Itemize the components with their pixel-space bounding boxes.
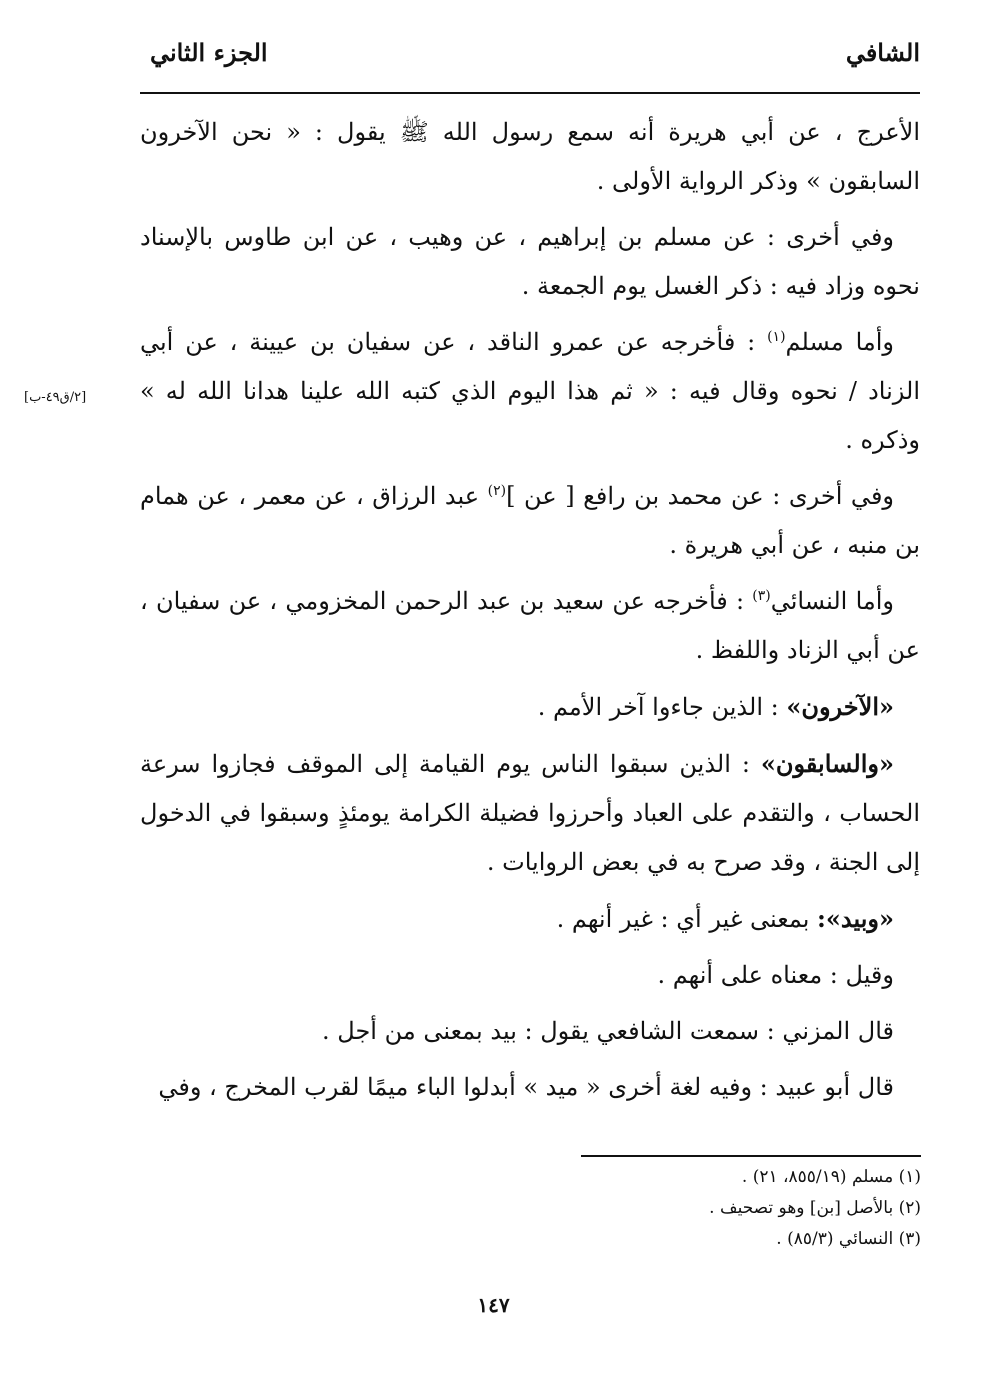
paragraph-3-start: وأما مسلم (785, 328, 894, 356)
main-text (140, 108, 920, 1119)
paragraph-1: الأعرج ، عن أبي هريرة أنه سمع رسول الله ﷺ يقول : « نحن الآخرون السابقون » وذكر الرواية الأولى . (140, 118, 920, 195)
part-title: الجزء الثاني (150, 38, 268, 67)
paragraph-4-start: وفي أخرى : عن محمد بن رافع [ عن ] (506, 482, 895, 510)
term-bayd: «وبيد»: (817, 904, 894, 933)
paragraph-7 (140, 739, 920, 887)
footnotes (321, 1162, 921, 1255)
footnote-3: (٣) النسائي (٨٥/٣) . (776, 1229, 921, 1249)
paragraph-3-rest: : فأخرجه عن عمرو الناقد ، عن سفيان بن عيينة ، عن أبي الزناد / نحوه وقال فيه : « ثم هذا اليوم الذي كتبه الله علينا هدانا الله له » وذكره . (140, 328, 920, 454)
footnote-ref-1[interactable]: (١) (767, 329, 786, 345)
term-akhirun: «الآخرون» (786, 692, 894, 721)
footnote-ref-3[interactable]: (٣) (752, 588, 771, 604)
paragraph-5-start: وأما النسائي (770, 587, 894, 615)
running-header (140, 38, 920, 94)
footnote-separator (581, 1155, 921, 1157)
paragraph-10: قال المزني : سمعت الشافعي يقول : بيد بمعنى من أجل . (322, 1017, 894, 1045)
margin-note: [٢/ق٤٩-ب] (24, 390, 87, 405)
paragraph-4 (140, 472, 920, 570)
footnote-2: (٢) بالأصل [بن] وهو تصحيف . (709, 1198, 921, 1218)
paragraph-5 (140, 577, 920, 675)
definition-bayd: بمعنى غير أي : غير أنهم . (556, 905, 818, 933)
definition-akhirun: : الذين جاءوا آخر الأمم . (537, 693, 787, 721)
paragraph-8 (140, 894, 920, 944)
header-rule (140, 92, 920, 94)
footnote-1: (١) مسلم (٨٥٥/١٩، ٢١) . (741, 1167, 921, 1187)
definition-sabiqun: : الذين سبقوا الناس يوم القيامة إلى الموقف فجازوا سرعة الحساب ، والتقدم على العباد وأحرزوا فضيلة الكرامة يومئذٍ وسبقوا في الدخول إلى الجنة ، وقد صرح به في بعض الروايات . (140, 750, 920, 876)
paragraph-11: قال أبو عبيد : وفيه لغة أخرى « ميد » أبدلوا الباء ميمًا لقرب المخرج ، وفي (158, 1073, 894, 1101)
book-title: الشافي (845, 38, 920, 67)
paragraph-9: وقيل : معناه على أنهم . (657, 961, 894, 989)
paragraph-4-rest: عبد الرزاق ، عن معمر ، عن همام بن منبه ، عن أبي هريرة . (140, 482, 920, 559)
page-number: ١٤٧ (477, 1293, 510, 1317)
footnote-ref-2[interactable]: (٢) (487, 483, 507, 499)
paragraph-5-rest: : فأخرجه عن سعيد بن عبد الرحمن المخزومي ، عن سفيان ، عن أبي الزناد واللفظ . (140, 587, 920, 664)
paragraph-2: وفي أخرى : عن مسلم بن إبراهيم ، عن وهيب ، عن ابن طاوس بالإسناد نحوه وزاد فيه : ذكر الغسل يوم الجمعة . (140, 223, 920, 300)
paragraph-6 (140, 682, 920, 732)
paragraph-3 (140, 318, 920, 465)
term-sabiqun: «والسابقون» (760, 749, 894, 778)
